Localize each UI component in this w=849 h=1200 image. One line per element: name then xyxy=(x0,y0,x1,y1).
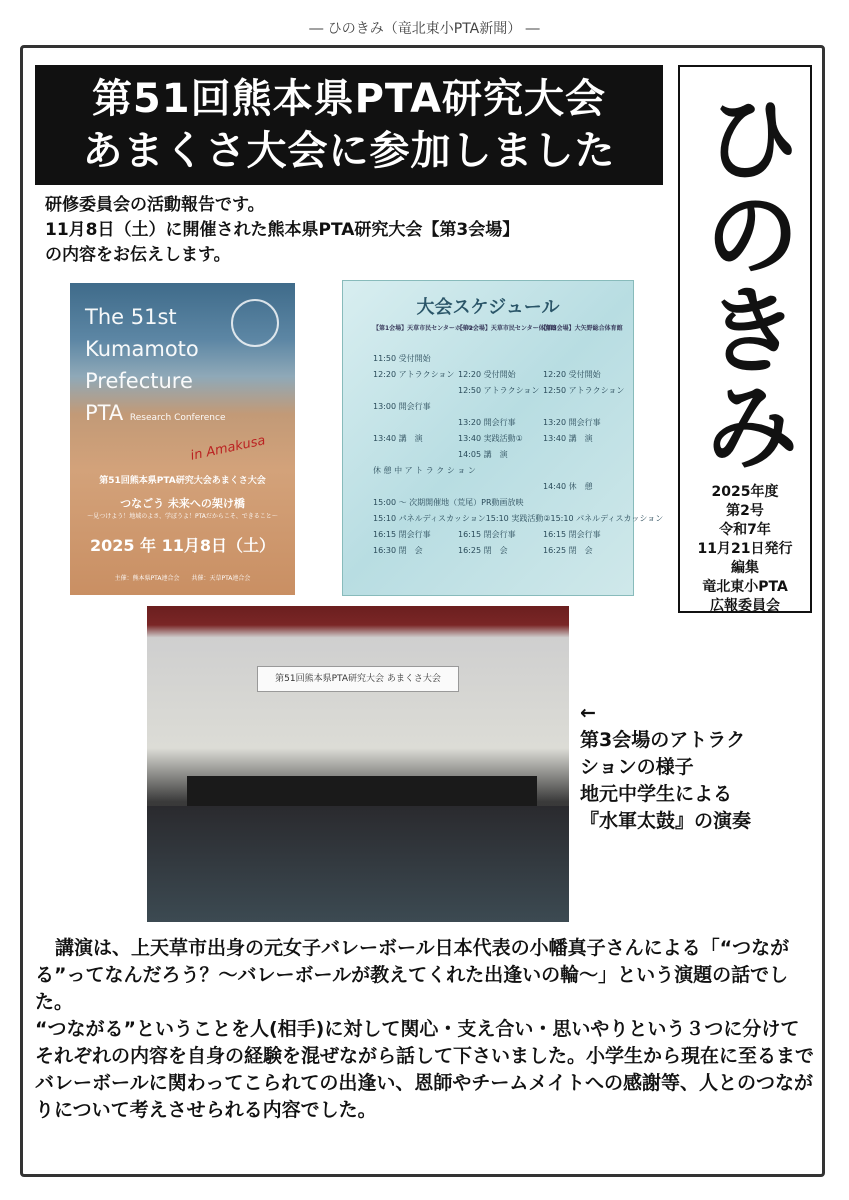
photo-stage xyxy=(187,776,537,806)
schedule-row xyxy=(373,431,628,447)
masthead-org: 竜北東小PTA xyxy=(702,579,788,595)
schedule-cell: 13:00 開会行事 xyxy=(373,402,431,411)
schedule-row xyxy=(373,447,628,463)
masthead-issue: 第2号 xyxy=(726,503,764,519)
schedule-cell: 12:50 アトラクション xyxy=(543,386,625,395)
schedule-cell xyxy=(458,479,543,495)
schedule-cell: 13:40 実践活動① xyxy=(458,434,523,443)
schedule-row xyxy=(373,495,628,511)
poster-english-title xyxy=(85,301,226,434)
schedule-cell xyxy=(373,383,458,399)
masthead-date: 11月21日発行 xyxy=(697,541,793,557)
masthead-era: 令和7年 xyxy=(719,522,771,538)
intro-line-1: 研修委員会の活動報告です。 xyxy=(45,195,265,215)
photo-audience xyxy=(147,806,569,922)
schedule-cell: 14:05 講 演 xyxy=(458,450,508,459)
page-header: ― ひのきみ（竜北東小PTA新聞） ― xyxy=(309,21,540,37)
schedule-cell: 12:20 受付開始 xyxy=(543,370,601,379)
schedule-cell: 16:25 閉 会 xyxy=(543,546,593,555)
schedule-cell xyxy=(373,479,458,495)
body-paragraph-2: “つながる”ということを人(相手)に対して関心・支え合い・思いやりという３つに分けてそれぞれの内容を自身の経験を混ぜながら話して下さいました。小学生から現在に至るまでバレーボールに関わってこられての出逢い、恩師やチームメイトへの感謝等、人とのつながりについて考えさせられる内容でした。 xyxy=(35,1018,815,1121)
poster-sponsor: 主催：熊本県PTA連合会 共催：天草PTA連合会 xyxy=(114,575,251,582)
schedule-cell: 15:10 パネルディスカッション xyxy=(550,514,664,523)
article-body xyxy=(35,935,815,1124)
masthead-info xyxy=(680,483,810,616)
masthead-committee: 広報委員会 xyxy=(710,598,780,614)
masthead xyxy=(678,65,812,613)
attraction-photo xyxy=(147,606,569,922)
caption-arrow-icon: ← xyxy=(580,702,596,724)
schedule-cell xyxy=(373,447,458,463)
schedule-rows xyxy=(373,351,664,559)
headline-line-2: あまくさ大会に参加しました xyxy=(82,128,616,174)
schedule-cell: 12:50 アトラクション xyxy=(458,386,540,395)
caption-line-3: 地元中学生による xyxy=(580,783,733,805)
schedule-row xyxy=(373,351,628,367)
conference-poster-image xyxy=(70,283,295,595)
schedule-cell xyxy=(543,399,628,415)
schedule-header-2: 【第2会場】天草市民センター体育館 xyxy=(456,325,557,332)
emblem-icon xyxy=(231,299,279,347)
poster-jp-title: 第51回熊本県PTA研究大会あまくさ大会 xyxy=(99,476,266,486)
poster-en-4-small: Research Conference xyxy=(129,413,226,423)
schedule-headers xyxy=(373,323,623,332)
schedule-cell: 13:40 講 演 xyxy=(373,434,423,443)
schedule-cell: 16:15 閉会行事 xyxy=(458,530,516,539)
schedule-cell: 15:00 ～ 次期開催地（荒尾）PR動画放映 xyxy=(373,498,524,507)
masthead-year: 2025年度 xyxy=(711,484,779,500)
photo-banner: 第51回熊本県PTA研究大会 あまくさ大会 xyxy=(257,666,459,692)
schedule-cell: 16:15 閉会行事 xyxy=(373,530,431,539)
poster-jp-theme: つなごう 未来への架け橋 xyxy=(120,497,245,510)
body-paragraph-1: 講演は、上天草市出身の元女子バレーボール日本代表の小幡真子さんによる「“つながる”ってなんだろう？～バレーボールが教えてくれた出逢いの輪～」という演題の話でした。 xyxy=(35,937,790,1013)
schedule-cell xyxy=(524,495,576,511)
poster-en-2: Kumamoto xyxy=(85,337,199,361)
intro-text xyxy=(45,193,675,268)
caption-line-4: 『水軍太鼓』の演奏 xyxy=(580,810,752,832)
schedule-cell: 15:10 実践活動② xyxy=(485,514,551,523)
poster-en-4 xyxy=(85,397,226,434)
schedule-row xyxy=(373,511,664,527)
schedule-cell: 12:20 受付開始 xyxy=(458,370,516,379)
headline-line-1: 第51回熊本県PTA研究大会 xyxy=(91,76,607,122)
poster-en-1: The 51st xyxy=(85,305,177,329)
schedule-cell xyxy=(576,495,628,511)
schedule-row xyxy=(373,479,628,495)
schedule-row xyxy=(373,463,628,479)
schedule-row xyxy=(373,543,628,559)
poster-en-4-main: PTA xyxy=(85,401,124,425)
schedule-cell xyxy=(458,351,543,367)
schedule-cell xyxy=(373,415,458,431)
schedule-cell: 14:40 休 憩 xyxy=(543,482,593,491)
schedule-row xyxy=(373,367,628,383)
schedule-cell: 休 憩 中 ア ト ラ ク シ ョ ン xyxy=(373,466,476,475)
poster-amakusa: in Amakusa xyxy=(189,433,267,464)
schedule-cell xyxy=(476,463,552,479)
schedule-cell: 11:50 受付開始 xyxy=(373,354,431,363)
schedule-cell: 12:20 アトラクション xyxy=(373,370,455,379)
headline xyxy=(35,65,663,185)
schedule-cell xyxy=(543,351,628,367)
schedule-cell xyxy=(458,399,543,415)
masthead-edit: 編集 xyxy=(731,560,759,576)
schedule-row xyxy=(373,415,628,431)
poster-en-3: Prefecture xyxy=(85,369,193,393)
caption-line-1: 第3会場のアトラク xyxy=(580,729,746,751)
schedule-cell xyxy=(552,463,628,479)
schedule-cell: 15:10 パネルディスカッション xyxy=(373,514,486,523)
schedule-row xyxy=(373,383,628,399)
schedule-row xyxy=(373,399,628,415)
masthead-title: ひのきみ xyxy=(689,88,801,472)
intro-line-3: の内容をお伝えします。 xyxy=(45,245,231,265)
schedule-cell: 13:20 開会行事 xyxy=(458,418,516,427)
caption-line-2: ションの様子 xyxy=(580,756,694,778)
schedule-cell xyxy=(543,447,628,463)
intro-line-2: 11月8日（土）に開催された熊本県PTA研究大会【第3会場】 xyxy=(45,220,520,240)
schedule-cell: 16:15 閉会行事 xyxy=(543,530,601,539)
schedule-image xyxy=(342,280,664,596)
poster-date: 2025 年 11月8日（土） xyxy=(89,536,276,555)
poster-jp-sub: ～見つけよう！地域のよさ、学ぼうよ！PTAだからこそ、できること～ xyxy=(87,513,278,520)
schedule-header-3: 【第3会場】大矢野総合体育館 xyxy=(540,325,623,332)
schedule-cell: 13:40 講 演 xyxy=(543,434,593,443)
schedule-cell: 16:25 閉 会 xyxy=(458,546,508,555)
schedule-title: 大会スケジュール xyxy=(416,297,560,318)
schedule-cell: 16:30 閉 会 xyxy=(373,546,423,555)
photo-caption xyxy=(580,700,820,835)
schedule-row xyxy=(373,527,628,543)
schedule-header-1: 【第1会場】天草市民センターホール xyxy=(373,325,473,332)
schedule-cell: 13:20 開会行事 xyxy=(543,418,601,427)
